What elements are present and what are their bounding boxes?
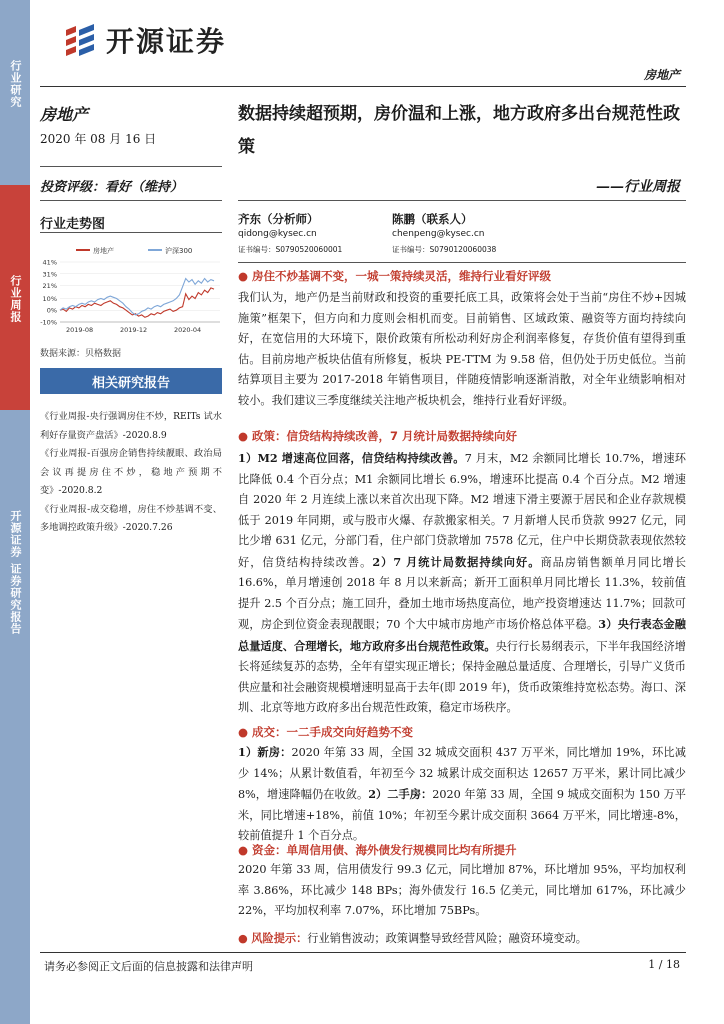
related-report-item[interactable]: 《行业周报-成交稳增，房住不炒基调不变、多地调控政策升级》-2020.7.26 <box>40 503 222 533</box>
chart-source: 数据来源：贝格数据 <box>40 349 122 359</box>
industry-name: 房地产 <box>40 105 89 124</box>
y-tick-label: -10% <box>40 318 57 327</box>
sidebar-label-research: 行业研究 <box>9 60 22 108</box>
bullet-icon: ● <box>238 843 249 857</box>
investment-rating: 投资评级：看好（维持） <box>40 180 184 195</box>
sidebar-top-block <box>0 60 30 185</box>
sidebar-label-company: 开源证券 证券研究报告 <box>9 510 22 635</box>
y-tick-label: 31% <box>42 270 57 279</box>
section-heading: ● 资金：单周信用债、海外债发行规模同比均有所提升 <box>238 843 517 857</box>
related-report-item[interactable]: 《行业周报-央行强调房住不炒，REITs 试水利好存量资产盘活》-2020.8.9 <box>40 411 222 441</box>
left-divider <box>40 200 222 201</box>
section-body: 我们认为，地产仍是当前财政和投资的重要托底工具，政策将会处于当前“房住不炒+因城施策”框架下，但方向和力度则会相机而变。目前销售、区域政策、融资等方面均持续向好，在宽信用的大环境下，限价政策有所松动利好房企利润率修复，存货价值有望得到重估。目前房地产板块估值有所修复，板块 PE-TTM 为 9.58 倍，但仍处于历史低位。当前结算项目主要为 2017-2018 年销售项目，伴随疫情影响逐渐消散，对全年业绩影响相对较小。我们建议三季度继续关注地产板块机会，维持行业看好评级。 <box>238 291 686 407</box>
x-tick-label: 2019-12 <box>120 326 148 334</box>
related-reports-list <box>40 408 222 538</box>
sidebar-label-weekly: 行业周报 <box>9 275 22 323</box>
bullet-icon: ● <box>238 725 249 739</box>
section-heading: ● 政策：信贷结构持续改善，7 月统计局数据持续向好 <box>238 429 518 443</box>
report-title: 数据持续超预期，房价温和上涨，地方政府多出台规范性政策 <box>238 104 680 157</box>
trend-chart-svg <box>36 240 224 340</box>
left-divider <box>40 166 222 167</box>
section-body: 1）M2 增速高位回落，信贷结构持续改善。7 月末，M2 余额同比增长 10.7%，增速环比降低 0.4 个百分点；M1 余额同比增长 6.9%，增速环比提高 0.4 个百分点。M2 增速自 2020 年 2 月连续上涨以来首次出现下降。M2 增速下滑主要源于居民和企业存款规模低于 2019 年同期，或与股市火爆、存款搬家相关。7 月新增人民币贷款 9927 亿元，同比少增 631 亿元，分部门看，住户部门贷款增加 7578 亿元，住户中长期贷款表现依然较好，信贷结构持续改善。2）7 月统计局数据持续向好。商品房销售额单月同比增长 16.6%，单月增速创 2018 年 8 月以来新高；新开工面积单月同比增长 11.3%，较前值提升 2.5 个百分点；施工回升，叠加土地市场热度高位，地产投资增速达 11.7%；回款可观，房企到位资金表现靓眼；70 个大中城市房地产市场价格总体平稳。3）央行表态金融总量适度、合理增长，地方政府多出台规范性政策。央行行长易纲表示，下半年我国经济增长将延续复苏的态势，全年有望实现正增长；保持金融总量适度、合理增长，引导广义货币供应量和社会融资规模增速明显高于去年(即 2019 年)，货币政策维持宽松态势。海口、深圳、北京等地方政府多出台规范性政策，稳定市场秩序。 <box>238 451 686 714</box>
sidebar-mid-block <box>0 410 30 1024</box>
contact-cert: 证书编号：S0790120060038 <box>392 245 497 254</box>
main-divider <box>238 200 686 201</box>
report-type: ——行业周报 <box>596 179 680 195</box>
y-tick-label: 0% <box>46 306 57 315</box>
y-tick-label: 41% <box>42 258 57 267</box>
series-line <box>60 288 214 317</box>
footer-disclaimer[interactable]: 请务必参阅正文后面的信息披露和法律声明 <box>44 960 253 973</box>
report-date: 2020 年 08 月 16 日 <box>40 132 157 146</box>
contact-block <box>392 212 496 257</box>
header-divider <box>40 86 686 87</box>
bullet-icon: ● <box>238 429 249 443</box>
related-reports-title: 相关研究报告 <box>40 368 222 394</box>
left-divider <box>40 232 222 233</box>
main-divider <box>238 262 686 263</box>
company-logo <box>62 20 226 60</box>
section-heading: ● 房住不炒基调不变，一城一策持续灵活，维持行业看好评级 <box>238 269 552 283</box>
related-report-item[interactable]: 《行业周报-百强房企销售持续靓眼、政治局会议再提房住不炒，稳地产预期不变》-2020.8.2 <box>40 448 222 496</box>
y-tick-label: 21% <box>42 282 57 291</box>
contact-name: 陈鹏（联系人） <box>392 212 473 226</box>
footer-divider <box>40 952 686 953</box>
x-tick-label: 2019-08 <box>66 326 94 334</box>
x-tick-label: 2020-04 <box>174 326 202 334</box>
risk-line: ● 风险提示：行业销售波动；政策调整导致经营风险；融资环境变动。 <box>238 931 587 945</box>
bullet-icon: ● <box>238 269 249 283</box>
y-tick-label: 10% <box>42 294 57 303</box>
analyst-block <box>238 212 342 257</box>
company-name: 开源证券 <box>106 25 227 58</box>
left-sidebar <box>0 0 30 1024</box>
analyst-name: 齐东（分析师） <box>238 212 319 226</box>
contact-email[interactable]: chenpeng@kysec.cn <box>392 229 485 239</box>
legend-label: 沪深300 <box>165 247 193 255</box>
section-body: 1）新房：2020 年第 33 周，全国 32 城成交面积 437 万平米，同比增加 19%，环比减少 14%；从累计数值看，年初至今 32 城累计成交面积达 12657 万平米，累计同比减少 8%，增速降幅仍在收敛。2）二手房：2020 年第 33 周，全国 9 城成交面积为 150 万平米，同比增速+18%，前值 10%；年初至今累计成交面积 3664 万平米，同比增速-8%，较前值提升 1 个百分点。 <box>238 745 686 842</box>
section-body: 2020 年第 33 周，信用债发行 99.3 亿元，同比增加 87%，环比增加 95%，平均加权利率 3.86%，环比减少 148 BPs；海外债发行 16.5 亿美元，同比增加 617%，环比减少 22%，平均加权利率 7.07%，环比增加 75BPs。 <box>238 863 686 917</box>
analyst-cert: 证书编号：S0790520060001 <box>238 245 343 254</box>
bullet-icon: ● <box>238 932 248 945</box>
header-industry-tag: 房地产 <box>643 68 680 82</box>
trend-chart <box>36 240 224 340</box>
page-number: 1 / 18 <box>648 958 680 971</box>
sidebar-red-block <box>0 185 30 410</box>
trend-chart-title: 行业走势图 <box>40 217 106 232</box>
legend-label: 房地产 <box>93 247 114 255</box>
section-heading: ● 成交：一二手成交向好趋势不变 <box>238 725 414 739</box>
logo-icon <box>62 22 98 58</box>
analyst-email[interactable]: qidong@kysec.cn <box>238 229 317 239</box>
